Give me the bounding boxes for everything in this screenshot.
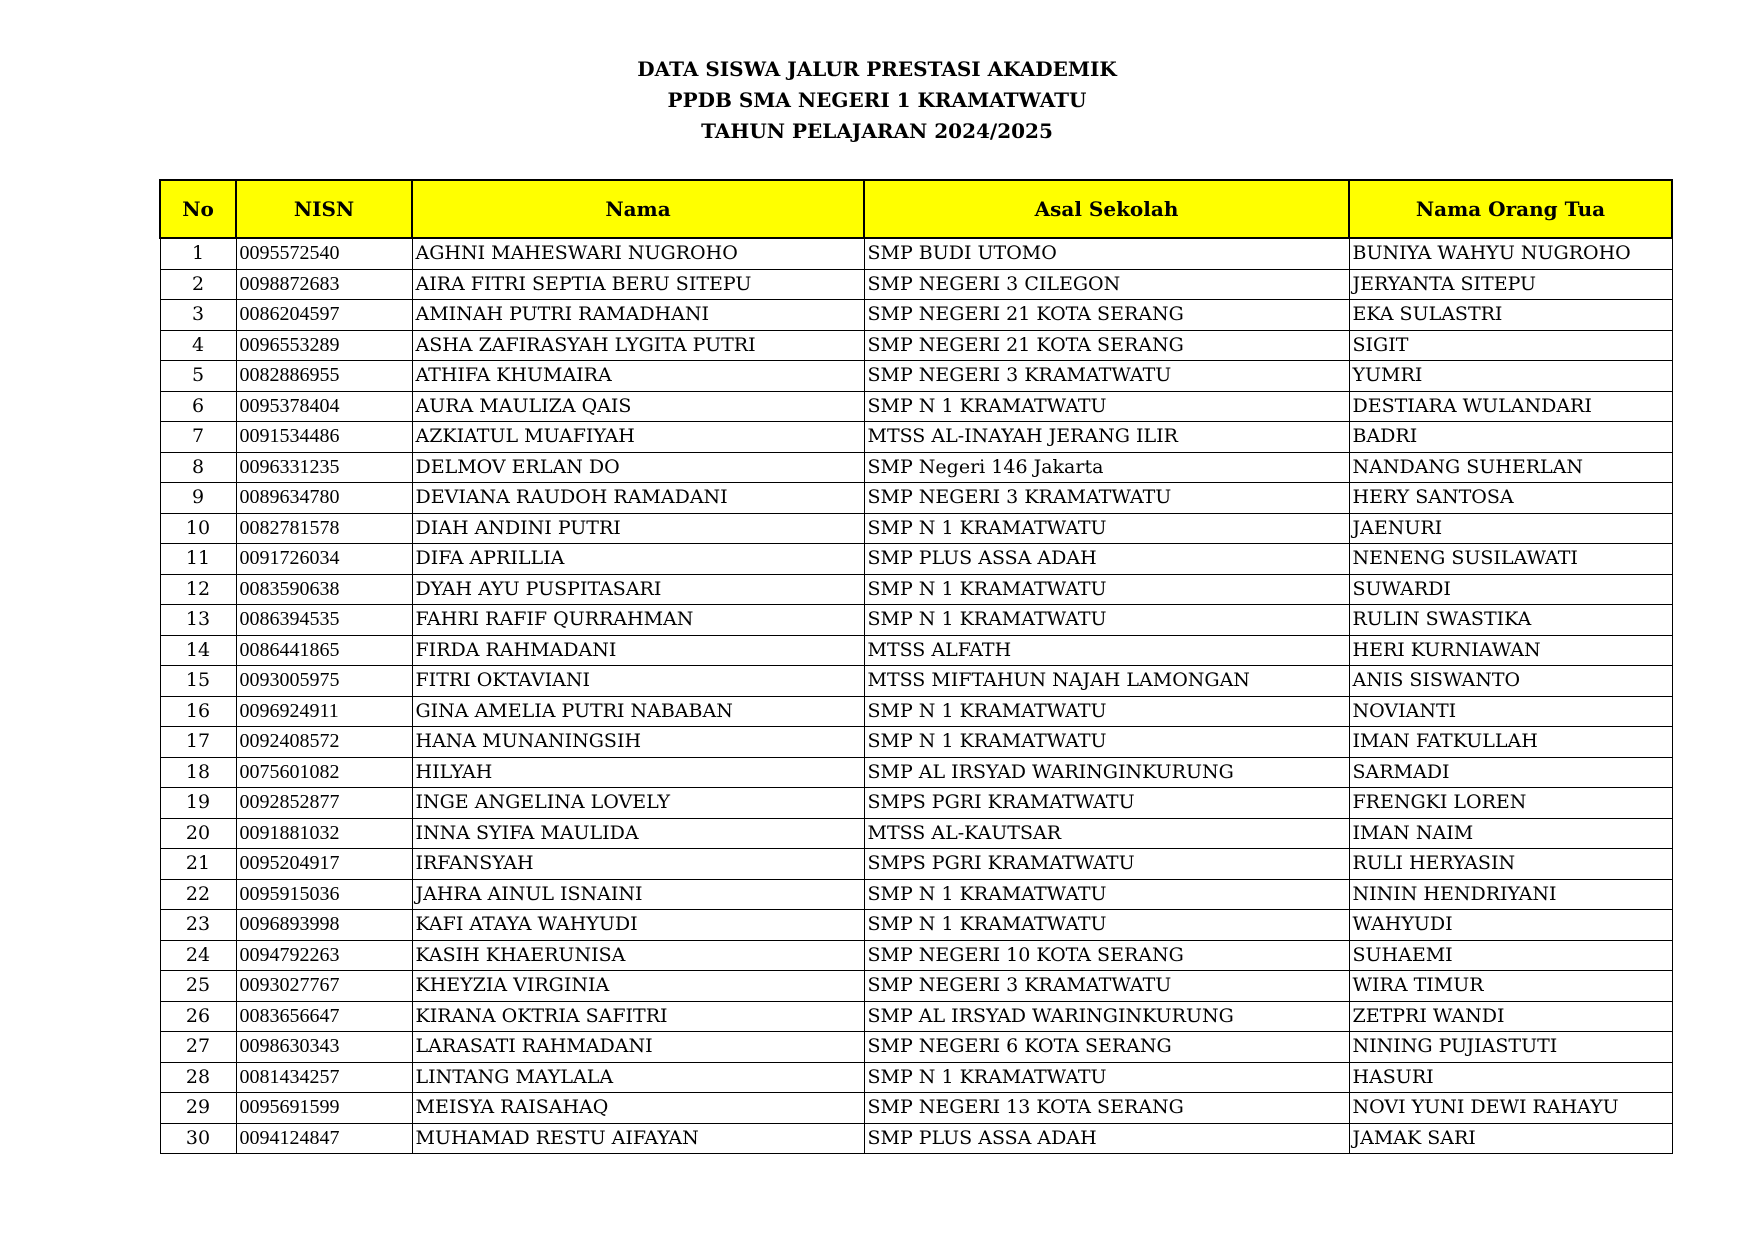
cell-asal-sekolah: SMP NEGERI 21 KOTA SERANG — [864, 330, 1349, 361]
cell-nama-orang-tua: NANDANG SUHERLAN — [1349, 452, 1672, 483]
cell-nama-orang-tua: NINING PUJIASTUTI — [1349, 1032, 1672, 1063]
cell-nisn: 0086441865 — [236, 635, 412, 666]
table-row — [160, 910, 1672, 941]
cell-nama: DIFA APRILLIA — [412, 544, 864, 575]
cell-asal-sekolah: SMP BUDI UTOMO — [864, 238, 1349, 269]
cell-asal-sekolah: SMP N 1 KRAMATWATU — [864, 574, 1349, 605]
cell-nisn: 0095204917 — [236, 849, 412, 880]
cell-nama: AZKIATUL MUAFIYAH — [412, 422, 864, 453]
header-row — [160, 180, 1672, 238]
table-row — [160, 727, 1672, 758]
cell-nama: INGE ANGELINA LOVELY — [412, 788, 864, 819]
column-header-asal-sekolah: Asal Sekolah — [864, 180, 1349, 238]
cell-nisn: 0092408572 — [236, 727, 412, 758]
cell-nama: JAHRA AINUL ISNAINI — [412, 879, 864, 910]
cell-nama-orang-tua: IMAN FATKULLAH — [1349, 727, 1672, 758]
cell-asal-sekolah: MTSS AL-KAUTSAR — [864, 818, 1349, 849]
cell-asal-sekolah: SMP NEGERI 3 KRAMATWATU — [864, 361, 1349, 392]
cell-no: 24 — [160, 940, 236, 971]
table-row — [160, 1032, 1672, 1063]
cell-asal-sekolah: SMP AL IRSYAD WARINGINKURUNG — [864, 757, 1349, 788]
cell-nama: AURA MAULIZA QAIS — [412, 391, 864, 422]
document-title: DATA SISWA JALUR PRESTASI AKADEMIK — [637, 57, 1117, 81]
table-row — [160, 422, 1672, 453]
cell-nisn: 0083656647 — [236, 1001, 412, 1032]
cell-nama-orang-tua: JAMAK SARI — [1349, 1123, 1672, 1154]
cell-no: 5 — [160, 361, 236, 392]
student-table — [159, 179, 1673, 1154]
cell-no: 26 — [160, 1001, 236, 1032]
cell-asal-sekolah: SMP N 1 KRAMATWATU — [864, 1062, 1349, 1093]
cell-no: 25 — [160, 971, 236, 1002]
cell-no: 17 — [160, 727, 236, 758]
cell-nama: AIRA FITRI SEPTIA BERU SITEPU — [412, 269, 864, 300]
document-subtitle-school: PPDB SMA NEGERI 1 KRAMATWATU — [667, 88, 1087, 112]
cell-nama-orang-tua: HERI KURNIAWAN — [1349, 635, 1672, 666]
cell-nisn: 0096893998 — [236, 910, 412, 941]
table-row — [160, 605, 1672, 636]
cell-nisn: 0095378404 — [236, 391, 412, 422]
cell-nama-orang-tua: FRENGKI LOREN — [1349, 788, 1672, 819]
cell-asal-sekolah: SMP N 1 KRAMATWATU — [864, 391, 1349, 422]
cell-nama: KHEYZIA VIRGINIA — [412, 971, 864, 1002]
cell-nama: DELMOV ERLAN DO — [412, 452, 864, 483]
table-row — [160, 513, 1672, 544]
cell-nisn: 0089634780 — [236, 483, 412, 514]
cell-nisn: 0094792263 — [236, 940, 412, 971]
cell-asal-sekolah: SMP Negeri 146 Jakarta — [864, 452, 1349, 483]
cell-no: 6 — [160, 391, 236, 422]
cell-nama: AMINAH PUTRI RAMADHANI — [412, 300, 864, 331]
cell-no: 7 — [160, 422, 236, 453]
cell-no: 10 — [160, 513, 236, 544]
cell-nama-orang-tua: EKA SULASTRI — [1349, 300, 1672, 331]
cell-nisn: 0093027767 — [236, 971, 412, 1002]
cell-nama: LINTANG MAYLALA — [412, 1062, 864, 1093]
cell-nama: FIRDA RAHMADANI — [412, 635, 864, 666]
cell-nisn: 0095691599 — [236, 1093, 412, 1124]
cell-asal-sekolah: MTSS MIFTAHUN NAJAH LAMONGAN — [864, 666, 1349, 697]
table-row — [160, 544, 1672, 575]
table-row — [160, 940, 1672, 971]
cell-nama-orang-tua: ANIS SISWANTO — [1349, 666, 1672, 697]
cell-nama-orang-tua: SUWARDI — [1349, 574, 1672, 605]
cell-no: 27 — [160, 1032, 236, 1063]
cell-asal-sekolah: SMP N 1 KRAMATWATU — [864, 605, 1349, 636]
cell-nisn: 0098630343 — [236, 1032, 412, 1063]
cell-nama: HANA MUNANINGSIH — [412, 727, 864, 758]
cell-asal-sekolah: SMP NEGERI 10 KOTA SERANG — [864, 940, 1349, 971]
table-row — [160, 1093, 1672, 1124]
cell-nisn: 0092852877 — [236, 788, 412, 819]
cell-no: 30 — [160, 1123, 236, 1154]
cell-nisn: 0094124847 — [236, 1123, 412, 1154]
cell-no: 18 — [160, 757, 236, 788]
cell-asal-sekolah: SMP N 1 KRAMATWATU — [864, 910, 1349, 941]
cell-nisn: 0082886955 — [236, 361, 412, 392]
cell-no: 29 — [160, 1093, 236, 1124]
cell-asal-sekolah: SMP NEGERI 3 KRAMATWATU — [864, 971, 1349, 1002]
cell-nama-orang-tua: WAHYUDI — [1349, 910, 1672, 941]
cell-nama-orang-tua: HASURI — [1349, 1062, 1672, 1093]
cell-nisn: 0086394535 — [236, 605, 412, 636]
cell-no: 12 — [160, 574, 236, 605]
cell-nisn: 0095572540 — [236, 238, 412, 269]
cell-no: 9 — [160, 483, 236, 514]
cell-no: 16 — [160, 696, 236, 727]
table-row — [160, 666, 1672, 697]
cell-nama-orang-tua: NININ HENDRIYANI — [1349, 879, 1672, 910]
cell-nama-orang-tua: IMAN NAIM — [1349, 818, 1672, 849]
cell-nama: DIAH ANDINI PUTRI — [412, 513, 864, 544]
cell-nama: IRFANSYAH — [412, 849, 864, 880]
document-subtitle-year: TAHUN PELAJARAN 2024/2025 — [701, 119, 1053, 143]
cell-nama-orang-tua: BUNIYA WAHYU NUGROHO — [1349, 238, 1672, 269]
cell-nisn: 0098872683 — [236, 269, 412, 300]
cell-asal-sekolah: SMP N 1 KRAMATWATU — [864, 727, 1349, 758]
cell-nisn: 0091726034 — [236, 544, 412, 575]
document-header — [0, 54, 1754, 147]
cell-asal-sekolah: SMP NEGERI 21 KOTA SERANG — [864, 300, 1349, 331]
cell-nisn: 0091881032 — [236, 818, 412, 849]
cell-nama: AGHNI MAHESWARI NUGROHO — [412, 238, 864, 269]
cell-nama: MUHAMAD RESTU AIFAYAN — [412, 1123, 864, 1154]
cell-nama-orang-tua: JERYANTA SITEPU — [1349, 269, 1672, 300]
table-row — [160, 971, 1672, 1002]
cell-nama: KASIH KHAERUNISA — [412, 940, 864, 971]
cell-no: 13 — [160, 605, 236, 636]
table-row — [160, 483, 1672, 514]
table-row — [160, 238, 1672, 269]
cell-nama-orang-tua: HERY SANTOSA — [1349, 483, 1672, 514]
cell-nama: FAHRI RAFIF QURRAHMAN — [412, 605, 864, 636]
cell-nama-orang-tua: SIGIT — [1349, 330, 1672, 361]
cell-nama-orang-tua: WIRA TIMUR — [1349, 971, 1672, 1002]
cell-nisn: 0075601082 — [236, 757, 412, 788]
cell-no: 3 — [160, 300, 236, 331]
cell-no: 15 — [160, 666, 236, 697]
table-row — [160, 696, 1672, 727]
cell-asal-sekolah: SMP NEGERI 6 KOTA SERANG — [864, 1032, 1349, 1063]
cell-nama: DEVIANA RAUDOH RAMADANI — [412, 483, 864, 514]
cell-no: 14 — [160, 635, 236, 666]
cell-asal-sekolah: SMP AL IRSYAD WARINGINKURUNG — [864, 1001, 1349, 1032]
table-header — [160, 180, 1672, 238]
table-row — [160, 757, 1672, 788]
cell-nisn: 0082781578 — [236, 513, 412, 544]
column-header-no: No — [160, 180, 236, 238]
cell-nisn: 0096331235 — [236, 452, 412, 483]
cell-nama: ASHA ZAFIRASYAH LYGITA PUTRI — [412, 330, 864, 361]
cell-no: 20 — [160, 818, 236, 849]
cell-nama-orang-tua: RULIN SWASTIKA — [1349, 605, 1672, 636]
column-header-nama-orang-tua: Nama Orang Tua — [1349, 180, 1672, 238]
cell-no: 22 — [160, 879, 236, 910]
column-header-nama: Nama — [412, 180, 864, 238]
cell-nama: FITRI OKTAVIANI — [412, 666, 864, 697]
table-row — [160, 1062, 1672, 1093]
cell-no: 21 — [160, 849, 236, 880]
cell-no: 23 — [160, 910, 236, 941]
table-row — [160, 635, 1672, 666]
cell-nama: KAFI ATAYA WAHYUDI — [412, 910, 864, 941]
cell-nisn: 0096924911 — [236, 696, 412, 727]
cell-no: 4 — [160, 330, 236, 361]
table-row — [160, 879, 1672, 910]
cell-nama: GINA AMELIA PUTRI NABABAN — [412, 696, 864, 727]
cell-no: 2 — [160, 269, 236, 300]
cell-no: 11 — [160, 544, 236, 575]
table-row — [160, 269, 1672, 300]
cell-no: 8 — [160, 452, 236, 483]
cell-no: 19 — [160, 788, 236, 819]
cell-nama: ATHIFA KHUMAIRA — [412, 361, 864, 392]
column-header-nisn: NISN — [236, 180, 412, 238]
cell-nama-orang-tua: ZETPRI WANDI — [1349, 1001, 1672, 1032]
table-row — [160, 788, 1672, 819]
cell-nama-orang-tua: BADRI — [1349, 422, 1672, 453]
cell-nama-orang-tua: DESTIARA WULANDARI — [1349, 391, 1672, 422]
table-row — [160, 818, 1672, 849]
cell-asal-sekolah: SMP N 1 KRAMATWATU — [864, 879, 1349, 910]
cell-asal-sekolah: SMP N 1 KRAMATWATU — [864, 513, 1349, 544]
table-row — [160, 849, 1672, 880]
cell-nama: DYAH AYU PUSPITASARI — [412, 574, 864, 605]
cell-nisn: 0091534486 — [236, 422, 412, 453]
cell-asal-sekolah: SMP PLUS ASSA ADAH — [864, 1123, 1349, 1154]
cell-nisn: 0086204597 — [236, 300, 412, 331]
cell-asal-sekolah: SMP PLUS ASSA ADAH — [864, 544, 1349, 575]
cell-asal-sekolah: SMP N 1 KRAMATWATU — [864, 696, 1349, 727]
cell-nama: HILYAH — [412, 757, 864, 788]
table-row — [160, 330, 1672, 361]
cell-nisn: 0083590638 — [236, 574, 412, 605]
cell-nisn: 0093005975 — [236, 666, 412, 697]
cell-asal-sekolah: SMP NEGERI 3 CILEGON — [864, 269, 1349, 300]
cell-no: 1 — [160, 238, 236, 269]
cell-nisn: 0095915036 — [236, 879, 412, 910]
cell-asal-sekolah: MTSS ALFATH — [864, 635, 1349, 666]
cell-nama-orang-tua: SARMADI — [1349, 757, 1672, 788]
cell-nama: INNA SYIFA MAULIDA — [412, 818, 864, 849]
cell-nisn: 0096553289 — [236, 330, 412, 361]
cell-asal-sekolah: SMPS PGRI KRAMATWATU — [864, 849, 1349, 880]
cell-nama-orang-tua: RULI HERYASIN — [1349, 849, 1672, 880]
cell-nama-orang-tua: NOVI YUNI DEWI RAHAYU — [1349, 1093, 1672, 1124]
cell-nama-orang-tua: NOVIANTI — [1349, 696, 1672, 727]
cell-nama: LARASATI RAHMADANI — [412, 1032, 864, 1063]
table-row — [160, 361, 1672, 392]
table-body — [160, 238, 1672, 1154]
table-row — [160, 574, 1672, 605]
cell-nama-orang-tua: NENENG SUSILAWATI — [1349, 544, 1672, 575]
cell-asal-sekolah: MTSS AL-INAYAH JERANG ILIR — [864, 422, 1349, 453]
cell-nama: MEISYA RAISAHAQ — [412, 1093, 864, 1124]
cell-asal-sekolah: SMP NEGERI 3 KRAMATWATU — [864, 483, 1349, 514]
cell-no: 28 — [160, 1062, 236, 1093]
cell-asal-sekolah: SMP NEGERI 13 KOTA SERANG — [864, 1093, 1349, 1124]
cell-nama-orang-tua: YUMRI — [1349, 361, 1672, 392]
cell-nisn: 0081434257 — [236, 1062, 412, 1093]
table-row — [160, 1123, 1672, 1154]
table-row — [160, 1001, 1672, 1032]
cell-nama-orang-tua: SUHAEMI — [1349, 940, 1672, 971]
table-row — [160, 300, 1672, 331]
cell-nama: KIRANA OKTRIA SAFITRI — [412, 1001, 864, 1032]
table-row — [160, 391, 1672, 422]
cell-nama-orang-tua: JAENURI — [1349, 513, 1672, 544]
table-row — [160, 452, 1672, 483]
cell-asal-sekolah: SMPS PGRI KRAMATWATU — [864, 788, 1349, 819]
